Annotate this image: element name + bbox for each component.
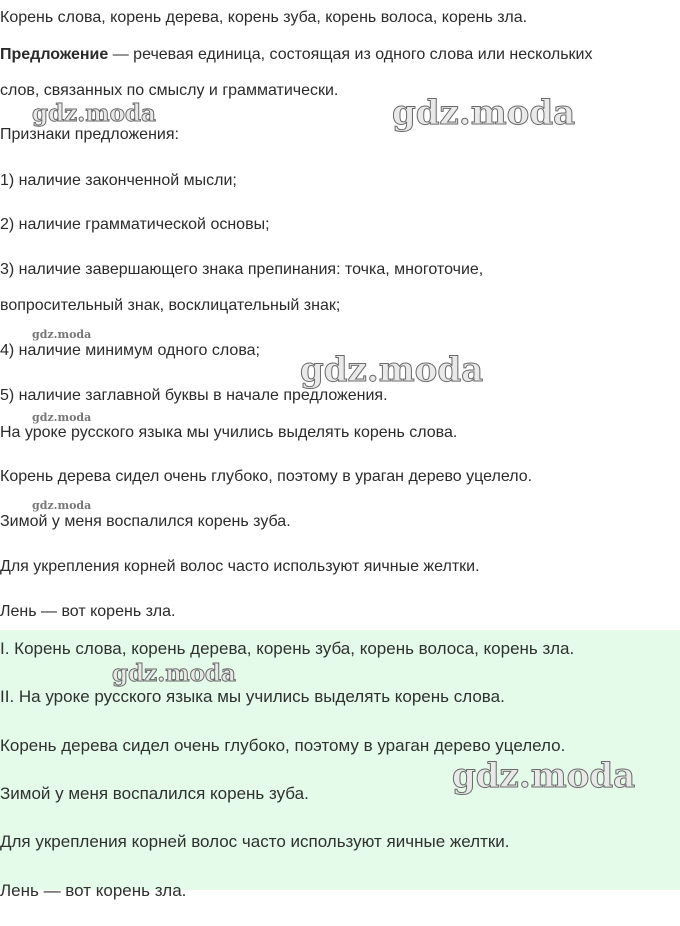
watermark: gdz.moda <box>32 411 92 424</box>
answer-line: II. На уроке русского языка мы учились выделять корень слова. <box>0 687 505 706</box>
example-sentence: На уроке русского языка мы учились выделять корень слова. <box>0 424 458 441</box>
watermark: gdz.moda <box>112 660 236 687</box>
watermark: gdz.moda <box>300 350 484 390</box>
answer-line: Для укрепления корней волос часто используют яичные желтки. <box>0 832 510 851</box>
watermark: gdz.moda <box>32 100 156 127</box>
answer-line: Лень — вот корень зла. <box>0 881 187 900</box>
example-sentence: Корень дерева сидел очень глубоко, поэтому в ураган дерево уцелело. <box>0 468 533 485</box>
definition-term: Предложение <box>0 46 109 63</box>
sign-item: 3) наличие завершающего знака препинания: точка, многоточие, <box>0 261 484 278</box>
watermark: gdz.moda <box>392 93 576 133</box>
definition-text-1: — речевая единица, состоящая из одного слова или нескольких <box>108 46 593 63</box>
signs-heading: Признаки предложения: <box>0 126 179 143</box>
example-sentence: Зимой у меня воспалился корень зуба. <box>0 513 291 530</box>
answer-line: Корень дерева сидел очень глубоко, поэтому в ураган дерево уцелело. <box>0 736 566 755</box>
sign-item: 1) наличие законченной мысли; <box>0 172 237 189</box>
watermark: gdz.moda <box>32 499 92 512</box>
definition-line-2: слов, связанных по смыслу и грамматически. <box>0 82 339 99</box>
sign-item: вопросительный знак, восклицательный знак; <box>0 297 341 314</box>
answer-line: Зимой у меня воспалился корень зуба. <box>0 784 309 803</box>
sign-item: 4) наличие минимум одного слова; <box>0 342 260 359</box>
watermark: gdz.moda <box>32 328 92 341</box>
answer-line: I. Корень слова, корень дерева, корень зуба, корень волоса, корень зла. <box>0 639 575 658</box>
intro-line: Корень слова, корень дерева, корень зуба, корень волоса, корень зла. <box>0 9 528 26</box>
watermark: gdz.moda <box>452 756 636 796</box>
example-sentence: Лень — вот корень зла. <box>0 603 176 620</box>
definition-line-1 <box>0 45 592 65</box>
example-sentence: Для укрепления корней волос часто используют яичные желтки. <box>0 558 480 575</box>
sign-item: 2) наличие грамматической основы; <box>0 216 270 233</box>
sign-item: 5) наличие заглавной буквы в начале предложения. <box>0 387 388 404</box>
